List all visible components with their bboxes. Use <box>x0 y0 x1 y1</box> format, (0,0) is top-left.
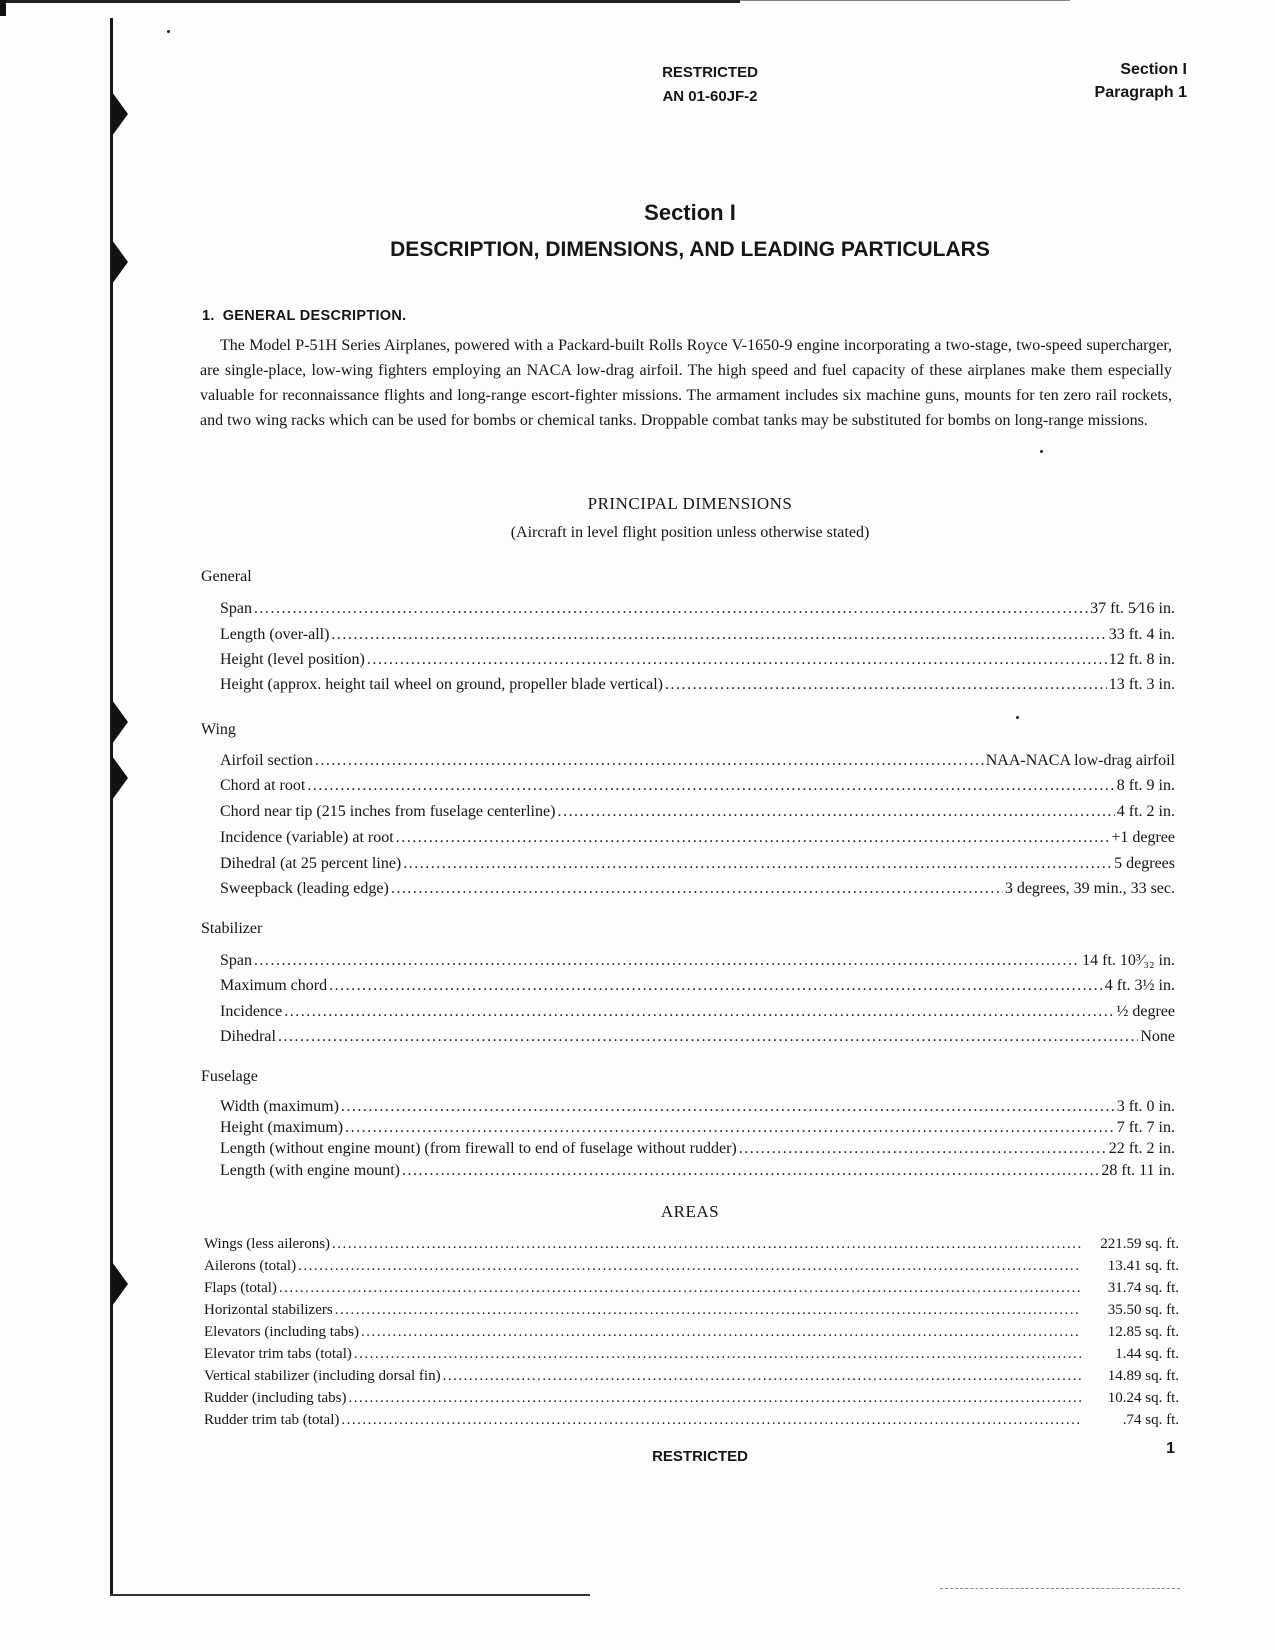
group-label-general: General <box>201 568 252 585</box>
dot-leader <box>341 1412 1081 1429</box>
area-row <box>204 1302 1179 1319</box>
dimension-row <box>220 676 1175 694</box>
dot-leader <box>279 1280 1081 1297</box>
dimension-label: Chord at root <box>220 777 306 794</box>
dot-leader <box>403 855 1112 873</box>
area-value: 1.44 sq. ft. <box>1115 1346 1179 1362</box>
dot-leader <box>361 1324 1081 1341</box>
dimension-label: Height (maximum) <box>220 1119 344 1136</box>
dimension-row <box>220 977 1175 995</box>
area-label: Ailerons (total) <box>204 1258 297 1274</box>
area-row <box>204 1280 1179 1297</box>
dimension-value: +1 degree <box>1111 829 1175 846</box>
dot-leader <box>254 600 1088 618</box>
dot-leader <box>332 1236 1081 1253</box>
dimension-value: 37 ft. 5⁄16 in. <box>1090 600 1175 617</box>
dot-leader <box>335 1302 1081 1319</box>
dimension-value: 5 degrees <box>1114 855 1175 872</box>
bottom-edge-dash <box>940 1588 1180 1590</box>
dimension-value: 13 ft. 3 in. <box>1108 676 1175 693</box>
area-label: Wings (less ailerons) <box>204 1236 331 1252</box>
dimension-value: 3 ft. 0 in. <box>1116 1098 1175 1115</box>
dimension-label: Incidence <box>220 1003 283 1020</box>
dimension-label: Span <box>220 600 252 617</box>
dot-leader <box>329 977 1103 995</box>
area-label: Rudder (including tabs) <box>204 1390 347 1406</box>
dimension-row <box>220 829 1175 847</box>
scan-speck <box>1040 450 1043 453</box>
footer-restricted: RESTRICTED <box>652 1448 748 1465</box>
dimension-label: Maximum chord <box>220 977 328 994</box>
dimension-label: Length (over-all) <box>220 626 330 643</box>
area-label: Elevators (including tabs) <box>204 1324 359 1340</box>
dot-leader <box>331 626 1106 644</box>
dimension-label: Sweepback (leading edge) <box>220 880 389 897</box>
dimension-label: Width (maximum) <box>220 1098 339 1115</box>
dimension-row <box>220 777 1175 795</box>
dimension-row <box>220 803 1175 821</box>
principal-dimensions-title: PRINCIPAL DIMENSIONS <box>587 494 793 513</box>
area-label: Flaps (total) <box>204 1280 277 1296</box>
punch-hole-mark <box>112 700 128 744</box>
area-row <box>204 1258 1179 1275</box>
group-label-stabilizer: Stabilizer <box>201 920 263 937</box>
dimension-label: Span <box>220 952 252 969</box>
general-description-text: The Model P-51H Series Airplanes, powered with a Packard-built Rolls Royce V-1650-9 engine incorporating a two-stage, two-speed supercharger, are single-place, low-wing fighters employing an NACA low-drag airfoil. The high speed and fuel capacity of these airplanes make them especially valuable for reconnaissance flights and long-range escort-fighter missions. The armament includes six machine guns, mounts for ten zero rail rockets, and two wing racks which can be used for bombs or chemical tanks. Droppable combat tanks may be substituted for bombs on long-range missions. <box>200 337 1172 429</box>
dot-leader <box>341 1098 1115 1116</box>
dimension-value: 22 ft. 2 in. <box>1108 1140 1175 1157</box>
dot-leader <box>315 752 984 770</box>
dot-leader <box>254 952 1080 970</box>
header-paragraph-label: Paragraph 1 <box>1094 84 1187 101</box>
punch-hole-mark <box>112 1262 128 1306</box>
area-row <box>204 1390 1179 1407</box>
area-row <box>204 1236 1179 1253</box>
scan-top-edge <box>0 0 740 3</box>
area-value: 13.41 sq. ft. <box>1107 1258 1179 1274</box>
dimension-label: Length (without engine mount) (from firewall to end of fuselage without rudder) <box>220 1140 737 1157</box>
area-row <box>204 1324 1179 1341</box>
area-label: Vertical stabilizer (including dorsal fin) <box>204 1368 441 1384</box>
dimension-row <box>220 752 1175 770</box>
punch-hole-mark <box>112 240 128 284</box>
dimension-row <box>220 855 1175 873</box>
dot-leader <box>278 1028 1138 1046</box>
dimension-row <box>220 1098 1175 1116</box>
dimension-row <box>220 880 1175 898</box>
dimension-row <box>220 1119 1175 1137</box>
dimension-label: Incidence (variable) at root <box>220 829 394 846</box>
scan-speck <box>167 30 170 33</box>
area-value: .74 sq. ft. <box>1122 1412 1179 1428</box>
areas-title: AREAS <box>660 1202 720 1221</box>
dot-leader <box>665 676 1107 694</box>
area-value: 221.59 sq. ft. <box>1100 1236 1179 1252</box>
dot-leader <box>348 1390 1081 1407</box>
dimension-row <box>220 600 1175 618</box>
dot-leader <box>557 803 1114 821</box>
dimension-value: ½ degree <box>1116 1003 1175 1020</box>
dot-leader <box>298 1258 1081 1275</box>
dimension-row <box>220 952 1175 970</box>
area-label: Horizontal stabilizers <box>204 1302 333 1318</box>
dot-leader <box>391 880 1003 898</box>
dimension-row <box>220 1003 1175 1021</box>
dimension-row <box>220 626 1175 644</box>
dimension-row <box>220 1140 1175 1158</box>
area-row <box>204 1346 1179 1363</box>
area-value: 10.24 sq. ft. <box>1107 1390 1179 1406</box>
area-row <box>204 1368 1179 1385</box>
header-doc-number: AN 01-60JF-2 <box>662 88 758 105</box>
dot-leader <box>307 777 1114 795</box>
paragraph-number: 1. <box>202 308 215 324</box>
group-label-fuselage: Fuselage <box>201 1068 258 1085</box>
dimension-value: 14 ft. 10³⁄₃₂ in. <box>1082 952 1175 969</box>
paragraph-heading-text: GENERAL DESCRIPTION. <box>222 308 407 324</box>
dimension-row <box>220 1028 1175 1046</box>
scan-top-edge-faint <box>740 0 1070 1</box>
dimension-label: Airfoil section <box>220 752 313 769</box>
header-section-ref <box>1095 58 1187 104</box>
dimension-value: 28 ft. 11 in. <box>1101 1162 1175 1179</box>
area-value: 31.74 sq. ft. <box>1107 1280 1179 1296</box>
dot-leader <box>354 1346 1081 1363</box>
dimension-row <box>220 1162 1175 1180</box>
area-value: 12.85 sq. ft. <box>1107 1324 1179 1340</box>
dimension-value: 7 ft. 7 in. <box>1116 1119 1175 1136</box>
area-label: Elevator trim tabs (total) <box>204 1346 352 1362</box>
header-section-label: Section I <box>1120 61 1187 78</box>
dimension-value: 12 ft. 8 in. <box>1108 651 1175 668</box>
dot-leader <box>367 651 1107 669</box>
dimension-label: Height (approx. height tail wheel on ground, propeller blade vertical) <box>220 676 663 693</box>
dot-leader <box>345 1119 1115 1137</box>
dimension-label: Dihedral (at 25 percent line) <box>220 855 402 872</box>
dimension-label: Length (with engine mount) <box>220 1162 400 1179</box>
dot-leader <box>402 1162 1099 1180</box>
dimension-label: Chord near tip (215 inches from fuselage centerline) <box>220 803 556 820</box>
group-label-wing: Wing <box>201 721 236 738</box>
header-restricted: RESTRICTED <box>662 64 758 81</box>
dimension-value: 4 ft. 3½ in. <box>1104 977 1175 994</box>
dimension-value: 8 ft. 9 in. <box>1116 777 1175 794</box>
dot-leader <box>396 829 1110 847</box>
area-value: 14.89 sq. ft. <box>1107 1368 1179 1384</box>
paragraph-heading <box>202 308 406 324</box>
dimension-label: Dihedral <box>220 1028 276 1045</box>
dot-leader <box>284 1003 1114 1021</box>
area-row <box>204 1412 1179 1429</box>
dimension-value: 3 degrees, 39 min., 33 sec. <box>1004 880 1175 897</box>
dimension-value: 33 ft. 4 in. <box>1108 626 1175 643</box>
area-label: Rudder trim tab (total) <box>204 1412 340 1428</box>
dimension-row <box>220 651 1175 669</box>
bottom-edge-line <box>110 1594 590 1596</box>
scan-speck <box>1016 716 1019 719</box>
punch-hole-mark <box>112 92 128 136</box>
dimension-label: Height (level position) <box>220 651 365 668</box>
dimension-value: None <box>1140 1028 1175 1045</box>
dimension-value: 4 ft. 2 in. <box>1116 803 1175 820</box>
dimension-value: NAA-NACA low-drag airfoil <box>985 752 1175 769</box>
dot-leader <box>443 1368 1081 1385</box>
punch-hole-mark <box>112 756 128 800</box>
section-title: Section I <box>644 200 736 225</box>
page-number: 1 <box>1166 1440 1175 1457</box>
scan-corner-mark <box>0 0 6 16</box>
section-subtitle: DESCRIPTION, DIMENSIONS, AND LEADING PARTICULARS <box>390 238 990 261</box>
area-value: 35.50 sq. ft. <box>1107 1302 1179 1318</box>
dot-leader <box>739 1140 1107 1158</box>
principal-dimensions-note: (Aircraft in level flight position unless otherwise stated) <box>510 524 870 541</box>
